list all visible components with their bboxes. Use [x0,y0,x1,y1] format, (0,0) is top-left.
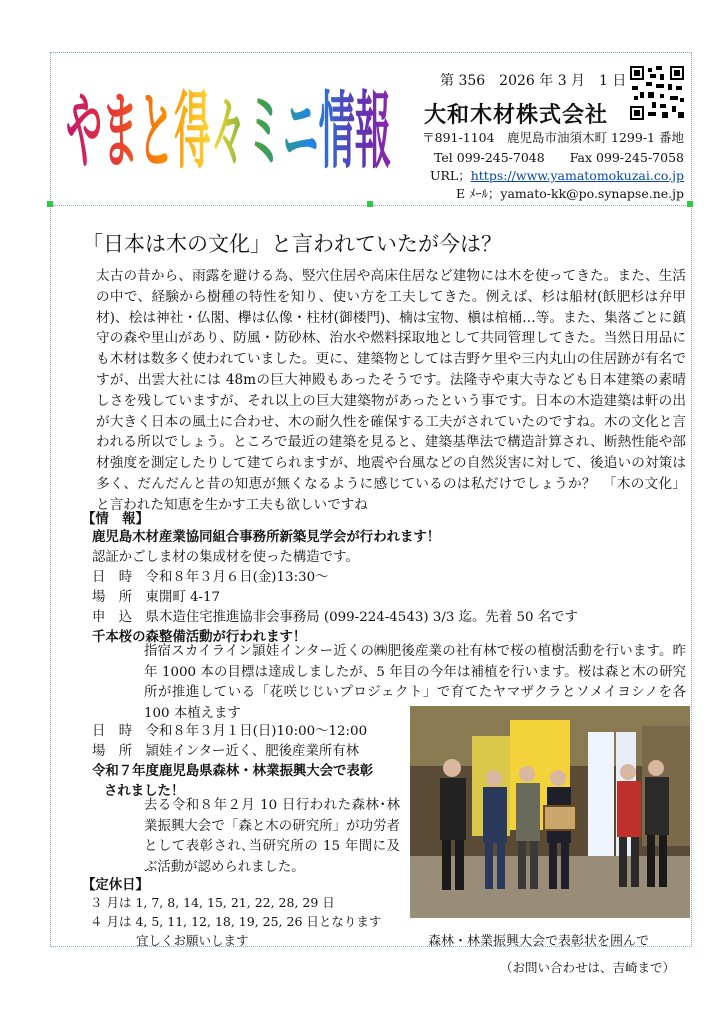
article-headline: 「日本は木の文化」と言われていたが今は？ [82,232,502,256]
selection-handle[interactable] [47,201,53,207]
event1-date: 日 時 令和８年３月６日(金)13:30～ [92,570,329,585]
event2-date: 日 時 令和８年３月１日(日)10:00～12:00 [92,724,368,739]
event1-title: 鹿児島木材産業協同組合事務所新築見学会が行われます！ [92,530,441,545]
info-heading: 【情 報】 [82,512,149,527]
event2-desc: 指宿スカイライン頴娃インター近くの㈱肥後産業の社有林で桜の植樹活動を行います。昨年 1000 本の目標は達成しましたが、5 年目の今年は補植を行います。桜は森と木の研究所が推進している「花咲じじいプロジェクト」で育てたヤマザクラとソメイヨシノを各 100 本植えます [144,644,686,721]
event1-place: 場 所 東開町 4-17 [92,590,221,605]
contact-note: （お問い合わせは、吉崎まで） [500,960,676,975]
event1-apply: 申 込 県木造住宅推進協非会事務局 (099-224-4543) 3/3 迄。先着 50 名です [92,610,578,625]
email-label: E ﾒｰﾙ； [456,186,501,201]
selection-handle[interactable] [687,201,693,207]
issue-info: 第 356 2026 年 3 月 1 日 [440,73,627,89]
award-ceremony-photo [410,706,690,918]
photo-caption: 森林・林業振興大会で表彰状を囲んで [428,934,650,949]
company-name: 大和木材株式会社 [424,103,609,128]
logo-text: やまと得々ミニ情報 [66,83,391,181]
holidays-closing: 宜しくお願いします [136,933,249,948]
holidays-march: ３ 月は 1, 7, 8, 14, 15, 21, 22, 28, 29 日 [90,895,335,910]
event2-title: 千本桜の森整備活動が行われます！ [92,630,307,645]
article-body: 太古の昔から、雨露を避ける為、竪穴住居や高床住居など建物には木を使ってきた。また、生活の中で、経験から樹種の特性を知り、使い方を工夫してきた。例えば、杉は船材(飫肥杉は弁甲材)、桧は神社・仏閣、欅は仏像・柱材(御楼門)、楠は宝物、槇は棺桶…等。また、集落ごとに鎮守の森や里山があり、防風・防砂林、治水や燃料採取地として共同管理してきた。当然日用品にも木材は数多く使われていました。更に、建築物としては吉野ケ里や三内丸山の住居跡が有名ですが、出雲大社には 48mの巨大神殿もあったそうです。法隆寺や東大寺なども日本建築の素晴しさを残していますが、それ以上の巨大建築物があったという事です。日本の木造建築は軒の出が大きく日本の風土に合わせ、木の耐久性を確保する工夫がされていたのですね。木の文化と言われる所以でしょう。ところで最近の建築を見ると、建築基準法で構造計算され、断熱性能や部材強度を測定したりして建てられますが、地震や台風などの自然災害に対して、後追いの対策は多く、だんだんと昔の知恵が無くなるように感じているのは私だけでしょうか？ 「木の文化」と言われた知恵を生かす工夫も欲しいですね [96,268,686,513]
holidays-heading: 【定休日】 [82,878,149,893]
event2-place: 場 所 頴娃インター近く、肥後産業所有林 [92,744,360,759]
holidays-april: ４ 月は 4, 5, 11, 12, 18, 19, 25, 26 日となります [90,914,382,929]
qr-code-icon[interactable] [630,66,684,120]
url-label: URL； [429,168,471,183]
phone-fax: Tel 099-245-7048 Fax 099-245-7058 [434,150,684,165]
event3-desc: 去る令和８年２月 10 日行われた森林･林業振興大会で「森と木の研究所」が功労者として表彰され､当研究所の 15 年間に及ぶ活動が認められました。 [144,798,400,875]
newsletter-logo [66,60,396,195]
company-address: 〒891-1104 鹿児島市油須木町 1299-1 番地 [422,130,684,145]
event3-title-line2: されました！ [104,784,185,799]
selection-handle[interactable] [367,201,373,207]
email-line [456,184,684,202]
website-link[interactable]: https://www.yamatomokuzai.co.jp [470,168,684,183]
email-address: yamato-kk@po.synapse.ne.jp [500,186,684,201]
event1-desc: 認証かごしま材の集成材を使った構造です。 [92,550,359,565]
event3-title-line1: 令和７年度鹿児島県森林・林業振興大会で表彰 [92,764,374,779]
website-line [430,166,684,184]
